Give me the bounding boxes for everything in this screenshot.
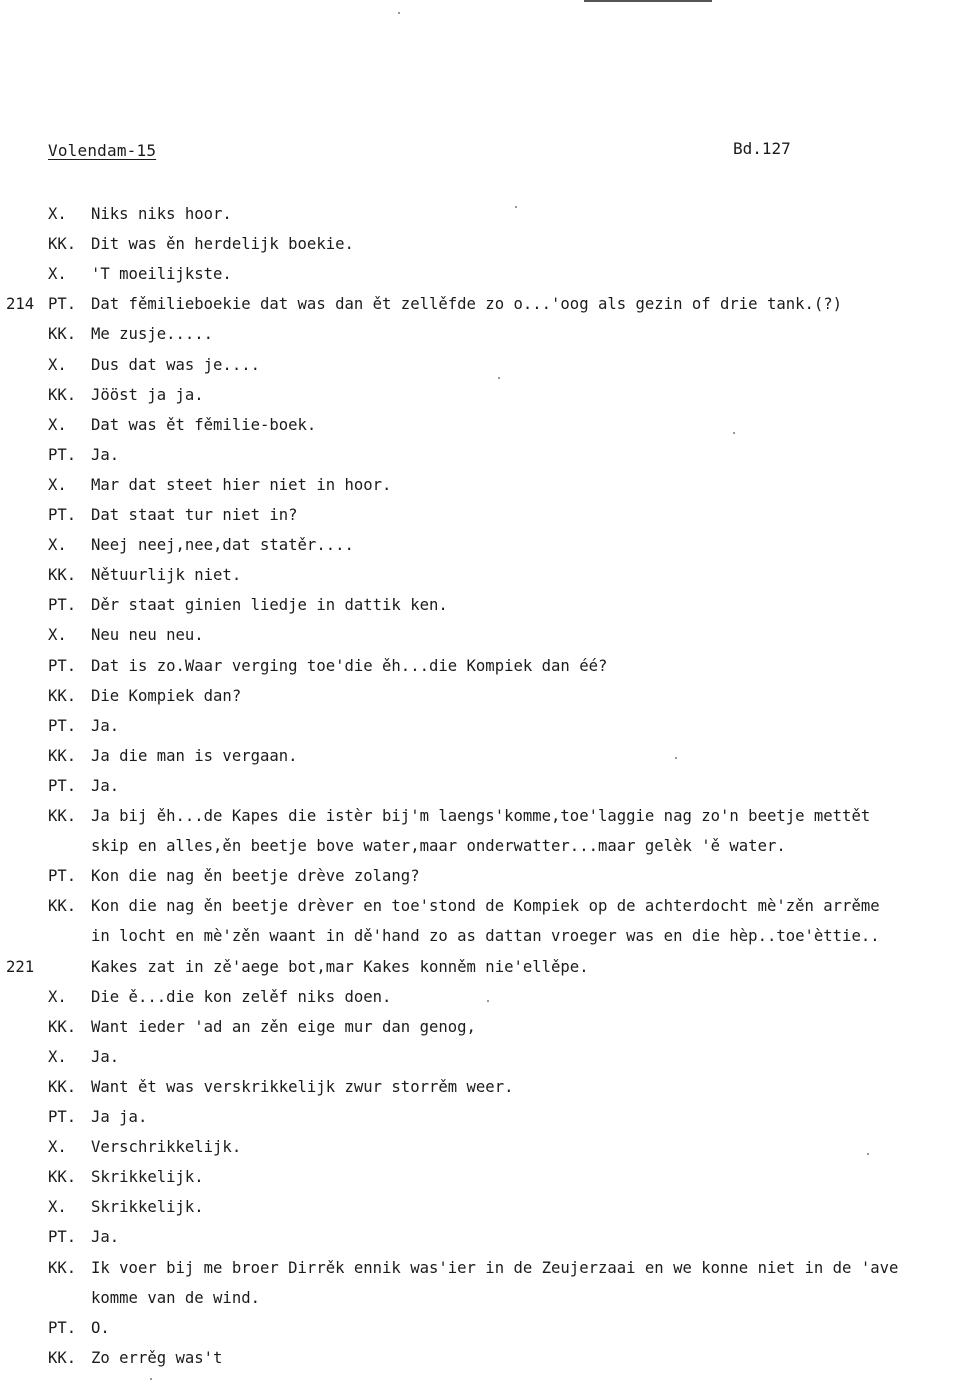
utterance-text: Kon die nag ěn beetje drève zolang? (91, 867, 420, 886)
transcript-line (0, 1253, 954, 1283)
transcript-line (0, 1102, 954, 1132)
transcript-line (0, 229, 954, 259)
transcript-line (0, 1132, 954, 1162)
transcript-line (0, 1192, 954, 1222)
utterance-text: in locht en mè'zěn waant in dě'hand zo as dattan vroeger was en die hèp..toe'èttie.. (91, 927, 880, 946)
transcript-line (0, 831, 954, 861)
speaker-label: X. (48, 1047, 67, 1066)
utterance-text: Ja. (91, 1228, 120, 1247)
speaker-label: KK. (48, 686, 77, 705)
top-rule-line (584, 0, 712, 2)
scan-speck (675, 757, 677, 759)
speaker-label: KK. (48, 1077, 77, 1096)
transcript-line (0, 199, 954, 229)
transcript-line (0, 470, 954, 500)
transcript-line (0, 620, 954, 650)
speaker-label: X. (48, 355, 67, 374)
transcript-line (0, 500, 954, 530)
utterance-text: Want ět was verskrikkelijk zwur storrěm weer. (91, 1077, 514, 1096)
transcript-line (0, 982, 954, 1012)
utterance-text: Dat is zo.Waar verging toe'die ěh...die Kompiek dan éé? (91, 656, 608, 675)
transcript-line (0, 319, 954, 349)
utterance-text: Ja. (91, 776, 120, 795)
utterance-text: skip en alles,ěn beetje bove water,maar onderwatter...maar gelèk 'ě water. (91, 837, 786, 856)
scan-speck (515, 206, 517, 208)
scan-speck (498, 377, 500, 379)
utterance-text: komme van de wind. (91, 1288, 260, 1307)
line-number: 221 (6, 957, 35, 976)
speaker-label: X. (48, 1198, 67, 1217)
transcript-line (0, 1042, 954, 1072)
utterance-text: Verschrikkelijk. (91, 1138, 242, 1157)
utterance-text: Jööst ja ja. (91, 385, 204, 404)
utterance-text: Ja. (91, 445, 120, 464)
transcript-line (0, 771, 954, 801)
utterance-text: Skrikkelijk. (91, 1198, 204, 1217)
transcript-line (0, 590, 954, 620)
utterance-text: Ja bij ěh...de Kapes die istèr bij'm laengs'komme,toe'laggie nag zo'n beetje mettět (91, 807, 871, 825)
scan-speck (487, 1000, 489, 1002)
utterance-text: Mar dat steet hier niet in hoor. (91, 475, 392, 494)
transcript-line (0, 1222, 954, 1252)
utterance-text: Kakes zat in zě'aege bot,mar Kakes konněm nie'ellěpe. (91, 957, 589, 976)
transcript-line (0, 410, 954, 440)
utterance-text: Ja. (91, 716, 120, 735)
utterance-text: Ja ja. (91, 1108, 148, 1126)
speaker-label: X. (48, 415, 67, 434)
speaker-label: PT. (48, 1108, 77, 1126)
transcript-line (0, 1313, 954, 1343)
speaker-label: KK. (48, 746, 77, 765)
transcript-line (0, 530, 954, 560)
scan-speck (398, 12, 400, 14)
scan-speck (867, 1153, 869, 1155)
transcript-line (0, 681, 954, 711)
speaker-label: PT. (48, 1318, 77, 1337)
speaker-label: PT. (48, 295, 77, 314)
speaker-label: PT. (48, 1228, 77, 1247)
utterance-text: Dat was ět fěmilie-boek. (91, 415, 317, 434)
speaker-label: KK. (48, 1017, 77, 1036)
speaker-label: KK. (48, 1168, 77, 1187)
speaker-label: X. (48, 536, 67, 555)
speaker-label: PT. (48, 867, 77, 886)
utterance-text: Kon die nag ěn beetje drèver en toe'stond de Kompiek op de achterdocht mè'zěn arrěme (91, 897, 880, 916)
transcript-line (0, 741, 954, 771)
transcript-line (0, 1162, 954, 1192)
transcript-line (0, 1012, 954, 1042)
speaker-label: KK. (48, 235, 77, 254)
scan-speck (150, 1378, 152, 1380)
utterance-text: Dit was ěn herdelijk boekie. (91, 235, 354, 254)
speaker-label: PT. (48, 506, 77, 524)
transcript-line (0, 289, 954, 319)
utterance-text: Skrikkelijk. (91, 1168, 204, 1187)
utterance-text: Neej neej,nee,dat statěr.... (91, 536, 354, 555)
speaker-label: PT. (48, 716, 77, 735)
speaker-label: PT. (48, 776, 77, 795)
transcript-line (0, 1283, 954, 1313)
speaker-label: KK. (48, 1258, 77, 1277)
utterance-text: Dat staat tur niet in? (91, 506, 298, 524)
transcript-line (0, 801, 954, 831)
utterance-text: Ja die man is vergaan. (91, 746, 298, 765)
line-number: 214 (6, 295, 35, 314)
utterance-text: Niks niks hoor. (91, 205, 232, 223)
speaker-label: X. (48, 475, 67, 494)
transcript-line (0, 380, 954, 410)
document-title: Volendam-15 (48, 141, 157, 160)
utterance-text: Want ieder 'ad an zěn eige mur dan genog, (91, 1017, 476, 1036)
speaker-label: KK. (48, 807, 77, 825)
utterance-text: Ja. (91, 1047, 120, 1066)
speaker-label: X. (48, 987, 67, 1006)
utterance-text: Die ě...die kon zelěf niks doen. (91, 987, 392, 1006)
page-reference: Bd.127 (733, 139, 791, 158)
utterance-text: 'T moeilijkste. (91, 265, 232, 284)
speaker-label: KK. (48, 566, 77, 585)
transcript-line (0, 1343, 954, 1373)
transcript-line (0, 560, 954, 590)
speaker-label: X. (48, 265, 67, 284)
transcript-line (0, 440, 954, 470)
transcript-line (0, 861, 954, 891)
speaker-label: PT. (48, 656, 77, 675)
utterance-text: Dus dat was je.... (91, 355, 260, 374)
utterance-text: Nětuurlijk niet. (91, 566, 242, 585)
speaker-label: KK. (48, 385, 77, 404)
speaker-label: KK. (48, 897, 77, 916)
utterance-text: Die Kompiek dan? (91, 686, 242, 705)
transcript-line (0, 711, 954, 741)
utterance-text: O. (91, 1318, 110, 1337)
utterance-text: Děr staat ginien liedje in dattik ken. (91, 596, 448, 615)
utterance-text: Neu neu neu. (91, 626, 204, 645)
utterance-text: Dat fěmilieboekie dat was dan ět zellěfde zo o...'oog als gezin of drie tank.(?) (91, 295, 843, 314)
utterance-text: Ik voer bij me broer Dirrěk ennik was'ier in de Zeujerzaai en we konne niet in de 'ave (91, 1258, 899, 1277)
transcript-line (0, 651, 954, 681)
utterance-text: Me zusje..... (91, 325, 214, 344)
transcript-line (0, 891, 954, 921)
speaker-label: X. (48, 205, 67, 223)
speaker-label: X. (48, 626, 67, 645)
speaker-label: PT. (48, 596, 77, 615)
speaker-label: KK. (48, 325, 77, 344)
speaker-label: X. (48, 1138, 67, 1157)
scan-speck (733, 432, 735, 434)
transcript-line (0, 952, 954, 982)
transcript-line (0, 259, 954, 289)
transcript-line (0, 350, 954, 380)
transcript-line (0, 921, 954, 951)
transcript-line (0, 1072, 954, 1102)
utterance-text: Zo errěg was't (91, 1348, 223, 1367)
speaker-label: PT. (48, 445, 77, 464)
speaker-label: KK. (48, 1348, 77, 1367)
